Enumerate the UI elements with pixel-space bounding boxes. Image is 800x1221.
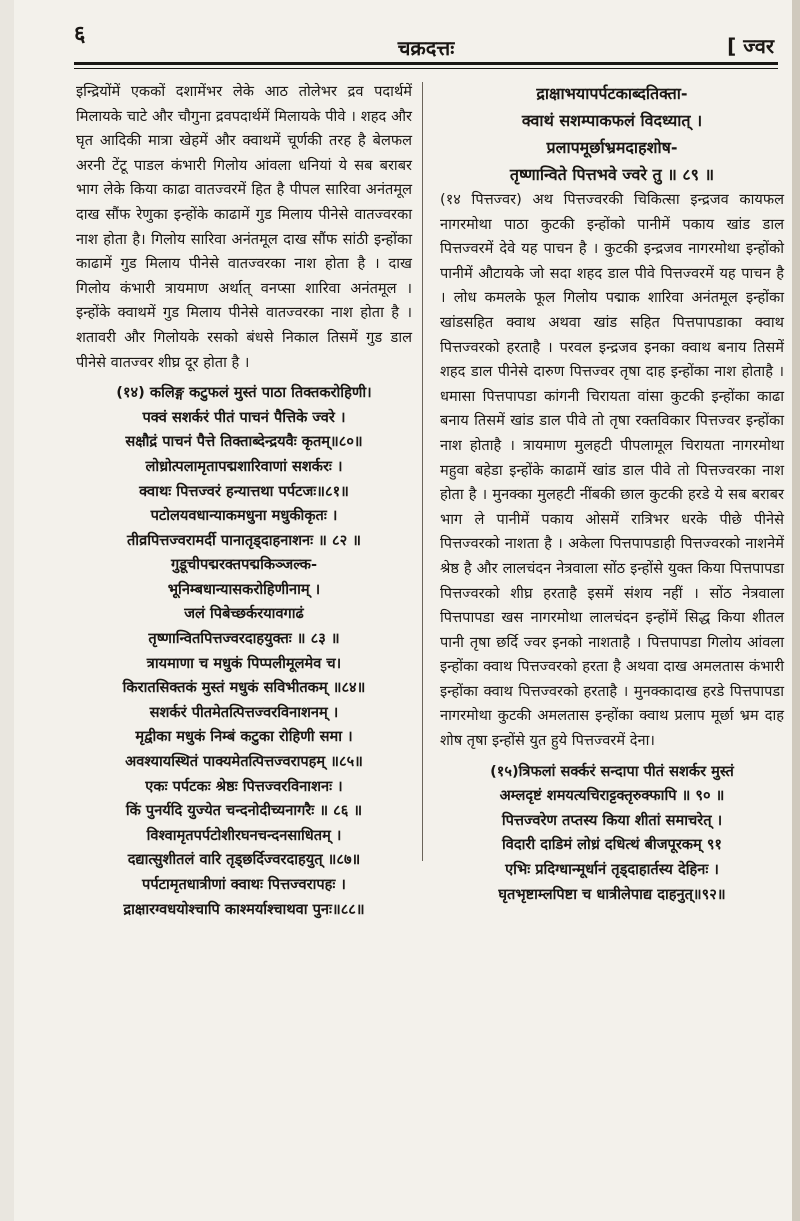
verse-line: भूनिम्बधान्यासकरोहिणीनाम् । xyxy=(167,580,321,598)
verse-line: एभिः प्रदिग्धान्मूर्धानं तृड्दाहार्तस्य देहिनः । xyxy=(505,861,719,879)
verse-line: द्राक्षाभयापर्पटकाब्दतिक्ता- xyxy=(536,84,688,103)
verse-line: पटोलयवधान्याकमधुना मधुकीकृतः । xyxy=(150,507,338,525)
verse-line: दद्यात्सुशीतलं वारि तृड्छर्दिज्वरदाहयुत् ॥८७॥ xyxy=(127,851,361,869)
page-number: ६ xyxy=(74,22,86,47)
verse-line: क्वाथं सशम्पाकफलं विदध्यात् । xyxy=(521,111,703,130)
page-header xyxy=(74,18,778,76)
verse-line: (१५)त्रिफलां सर्क्करं सन्दापा पीतं सशर्कर मुस्तं xyxy=(490,762,734,780)
verse-line: एकः पर्पटकः श्रेष्ठः पित्तज्वरविनाशनः । xyxy=(145,777,343,795)
verse-line: पक्वं सशर्करं पीतं पाचनं पैत्तिके ज्वरे । xyxy=(142,408,346,426)
verse-line: सशर्करं पीतमेतत्पित्तज्वरविनाशनम् । xyxy=(149,703,339,721)
section-title: [ ज्वर xyxy=(727,34,774,58)
verse-line: द्राक्षारग्वधयोश्चापि काश्मर्याश्चाथवा पुनः॥८८॥ xyxy=(123,900,365,918)
right-heading-verses xyxy=(440,80,784,188)
verse-line: तीव्रपित्तज्वरामर्दी पानातृड्दाहनाशनः ॥ ८२ ॥ xyxy=(126,531,362,549)
verse-line: किरातसिक्तकं मुस्तं मधुकं सविभीतकम् ॥८४॥ xyxy=(122,679,366,697)
book-page xyxy=(14,0,794,1221)
verse-line: अवश्यायस्थितं पाक्यमेतत्पित्तज्वरापहम् ॥८५॥ xyxy=(125,753,363,771)
right-prose: (१४ पित्तज्वर) अथ पित्तज्वरकी चिकित्सा इन्द्रजव कायफल नागरमोथा पाठा कुटकी इन्होंको पानीमें पकाय खांड डाल पित्तज्वरमें देवे यह पाचन है । कुटकी इन्द्रजव नागरमोथा इन्होंको पानीमें औटायके जो सदा शहद डाल पीवे पित्तज्वरमें यह पाचन है । लोध कमलके फूल गिलोय पद्माक शारिवा अनंतमूल इन्होंका खांडसहित क्वाथ अथवा खांड सहित पित्तपापडाका क्वाथ पित्तज्वरको हरताहै । परवल इन्द्रजव इनका क्वाथ बनाय तिसमें शहद डाल पीनेसे दारुण पित्तज्वर तृषा दाह इन्होंका नाश होताहै । धमासा पित्तपापडा कांगनी चिरायता वांसा कुटकी इन्होंका काढा बनाय तिसमें खांड डाल पीवे तो तृषा रक्तविकार पित्तज्वर इन्होंका नाश होताहै । त्रायमाण मुलहटी पीपलामूल चिरायता नागरमोथा महुवा बहेडा इन्होंके काढामें खांड डाल पीवे तो पित्तज्वरका नाश होता है । मुनक्का मुलहटी नींबकी छाल कुटकी हरडे ये सब बराबर भाग ले पानीमें पकाय ओसमें रात्रिभर धरके पीछे पीनेसे पित्तज्वरको नाशता है । अकेला पित्तपापडाही पित्तज्वरको नाशनेमें श्रेष्ठ है और लालचंदन नेत्रवाला सोंठ इन्होंसे युक्त किया पित्तपापडा पित्तज्वरको शीघ्र हरताहै इसमें संशय नहीं । सोंठ नेत्रवाला पित्तपापडा खस नागरमोथा लालचंदन इन्होंमें सिद्ध किया शीतल पानी तृषा छर्दि ज्वर इनको नाशताहै । पित्तपापडा गिलोय आंवला इन्होंका क्वाथ पित्तज्वरको हरता है अथवा दाख अमलतास कंभारी इन्होंका क्वाथ पित्तज्वरको हरताहै । मुनक्कादाख हरडे पित्तपापडा नागरमोथा कुटकी अमलतास इन्होंका क्वाथ प्रलाप मूर्छा भ्रम दाह शोष तृषा इन्होंसे युत हुये पित्तज्वरमें देना। xyxy=(440,191,784,750)
verse-line: विश्वामृतपर्पटोशीरघनचन्दनसाधितम् । xyxy=(146,826,342,844)
header-rule-thin xyxy=(74,68,778,69)
verse-line: घृतभृष्टाम्लपिष्टा च धात्रीलेपाद्य दाहनुत्॥९२॥ xyxy=(498,885,726,903)
left-prose: इन्द्रियोंमें एककों दशामेंभर लेके आठ तोलेभर द्रव पदार्थमें मिलायके चाटे और चौगुना द्रवपदार्थमें मिलायके पीवे । शहद और घृत आदिकी मात्रा खेहमें और क्वाथमें चूर्णकी तरह है बेलफल अरनी टेंटू पाडल कंभारी गिलोय आंवला धनियां ये सब बराबर भाग लेके किया काढा वातज्वरमें हित है पीपल सारिवा अनंतमूल दाख सौंफ रेणुका इन्होंके काढामें गुड मिलाय पीनेसे वातज्वरका नाश होता है। गिलोय सारिवा अनंतमूल दाख सौंफ सांठी इन्होंका काढामें गुड मिलाय पीनेसे वातज्वरका नाश होता है । दाख गिलोय कंभारी त्रायमाण अर्थात् वनप्सा शारिवा अनंतमूल । इन्होंके क्वाथमें गुड मिलाय पीनेसे वातज्वरका नाश होता है । शतावरी और गिलोयके रसको बंधसे निकाल तिसमें गुड डाल पीनेसे वातज्वर शीघ्र दूर होता है । xyxy=(76,83,412,371)
right-column xyxy=(440,80,784,1201)
verse-line: सक्षौद्रं पाचनं पैत्ते तिक्ताब्देन्द्रयवैः कृतम्॥८०॥ xyxy=(125,433,363,451)
column-divider xyxy=(422,82,423,861)
verse-line: लोध्रोत्पलामृतापद्मशारिवाणां सशर्करः । xyxy=(145,457,343,475)
verse-line: त्रायमाणा च मधुकं पिप्पलीमूलमेव च। xyxy=(146,654,342,672)
verse-line: क्वाथः पित्तज्वरं हन्यात्तथा पर्पटजः॥८१॥ xyxy=(139,482,349,500)
left-verse-block xyxy=(76,381,412,922)
verse-line: अम्लदृष्टं शमयत्यचिराट्टक्तृरुक्फापि ॥ ९० ॥ xyxy=(499,787,725,805)
scan-edge xyxy=(792,0,800,1221)
left-column xyxy=(76,80,412,1201)
verse-line: पर्पटामृतधात्रीणां क्वाथः पित्तज्वरापहः । xyxy=(142,876,346,893)
verse-line: तृष्णान्विते पित्तभवे ज्वरे तु ॥ ८९ ॥ xyxy=(509,165,715,184)
right-verse-block xyxy=(440,760,784,908)
verse-line: गुडूचीपद्मरक्तपद्मकिञ्जल्क- xyxy=(170,556,318,574)
verse-line: किं पुनर्यदि युज्येत चन्दनोदीच्यनागरैः ॥ ८६ ॥ xyxy=(125,802,363,820)
verse-line: तृष्णान्वितपित्तज्वरदाहयुक्तः ॥ ८३ ॥ xyxy=(148,630,340,648)
verse-line: प्रलापमूर्छाभ्रमदाहशोष- xyxy=(546,138,678,157)
verse-line: विदारी दाडिमं लोध्रं दधित्थं बीजपूरकम् ९१ xyxy=(501,836,722,854)
verse-line: जलं पिबेच्छर्करयावगाढं xyxy=(184,605,304,623)
header-rule-thick xyxy=(74,62,778,65)
running-title: चक्रदत्तः xyxy=(397,36,455,60)
verse-line: पित्तज्वरेण तप्तस्य किया शीतां समाचरेत् । xyxy=(501,811,723,829)
verse-line: (१४) कलिङ्ग कटुफलं मुस्तं पाठा तिक्तकरोहिणी। xyxy=(116,384,372,402)
verse-line: मृद्वीका मधुकं निम्बं कटुका रोहिणी समा । xyxy=(135,728,353,746)
